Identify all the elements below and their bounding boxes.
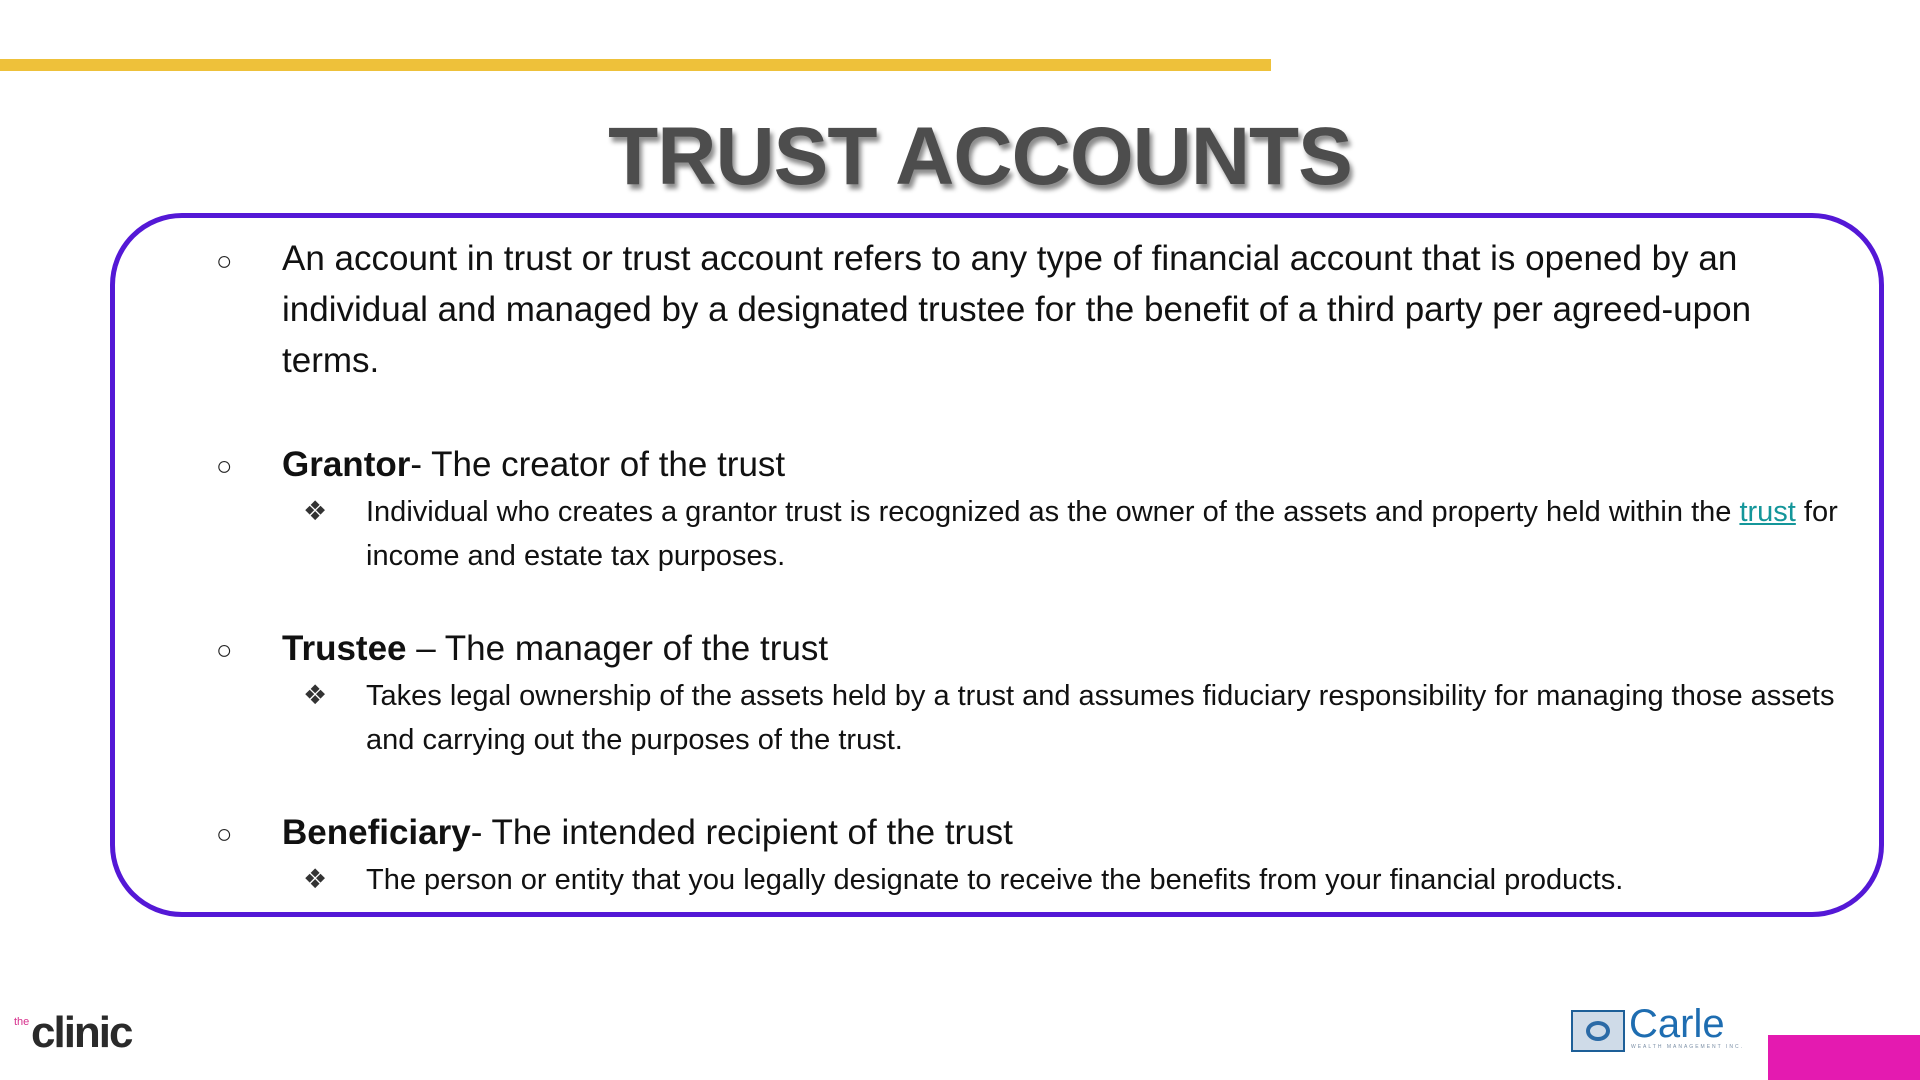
carle-wordmark: Carle bbox=[1629, 1002, 1725, 1046]
circle-bullet-icon: ○ bbox=[216, 819, 233, 849]
circle-bullet-icon: ○ bbox=[216, 451, 233, 481]
grantor-term: Grantor bbox=[282, 445, 411, 484]
diamond-bullet-icon: ❖ bbox=[303, 864, 328, 894]
beneficiary-heading bbox=[282, 807, 1852, 858]
trustee-term: Trustee bbox=[282, 629, 407, 668]
grantor-detail-pre: Individual who creates a grantor trust is recognized as the owner of the assets and property held within the bbox=[366, 496, 1740, 528]
grantor-detail-post: for income and estate tax purposes. bbox=[366, 496, 1838, 572]
carle-logo bbox=[1571, 1002, 1751, 1054]
carle-emblem-icon bbox=[1571, 1010, 1625, 1052]
logo-wordmark: clinic bbox=[31, 1008, 132, 1057]
diamond-bullet-icon: ❖ bbox=[303, 496, 328, 526]
circle-bullet-icon: ○ bbox=[216, 246, 233, 276]
beneficiary-term: Beneficiary bbox=[282, 813, 471, 852]
trustee-description: – The manager of the trust bbox=[406, 629, 829, 668]
trust-link[interactable]: trust bbox=[1739, 496, 1796, 528]
corner-accent-block bbox=[1768, 1035, 1920, 1080]
trustee-heading bbox=[282, 623, 1852, 674]
beneficiary-description: - The intended recipient of the trust bbox=[470, 813, 1013, 852]
definition-text: An account in trust or trust account refers to any type of financial account that is opened by an individual and managed by a designated trustee for the benefit of a third party per agreed-upon terms. bbox=[282, 239, 1752, 380]
accent-bar bbox=[0, 59, 1271, 71]
grantor-heading bbox=[282, 439, 1852, 490]
grantor-description: - The creator of the trust bbox=[410, 445, 786, 484]
circle-bullet-icon: ○ bbox=[216, 635, 233, 665]
beneficiary-detail: The person or entity that you legally designate to receive the benefits from your financial products. bbox=[366, 864, 1624, 896]
logo-prefix: the bbox=[14, 1016, 30, 1028]
diamond-bullet-icon: ❖ bbox=[303, 680, 328, 710]
carle-tagline: WEALTH MANAGEMENT INC. bbox=[1631, 1044, 1744, 1050]
slide-title: TRUST ACCOUNTS bbox=[608, 111, 1352, 202]
grantor-detail bbox=[366, 490, 1846, 578]
trustee-detail: Takes legal ownership of the assets held by a trust and assumes fiduciary responsibility for managing those assets and carrying out the purposes of the trust. bbox=[366, 680, 1835, 756]
